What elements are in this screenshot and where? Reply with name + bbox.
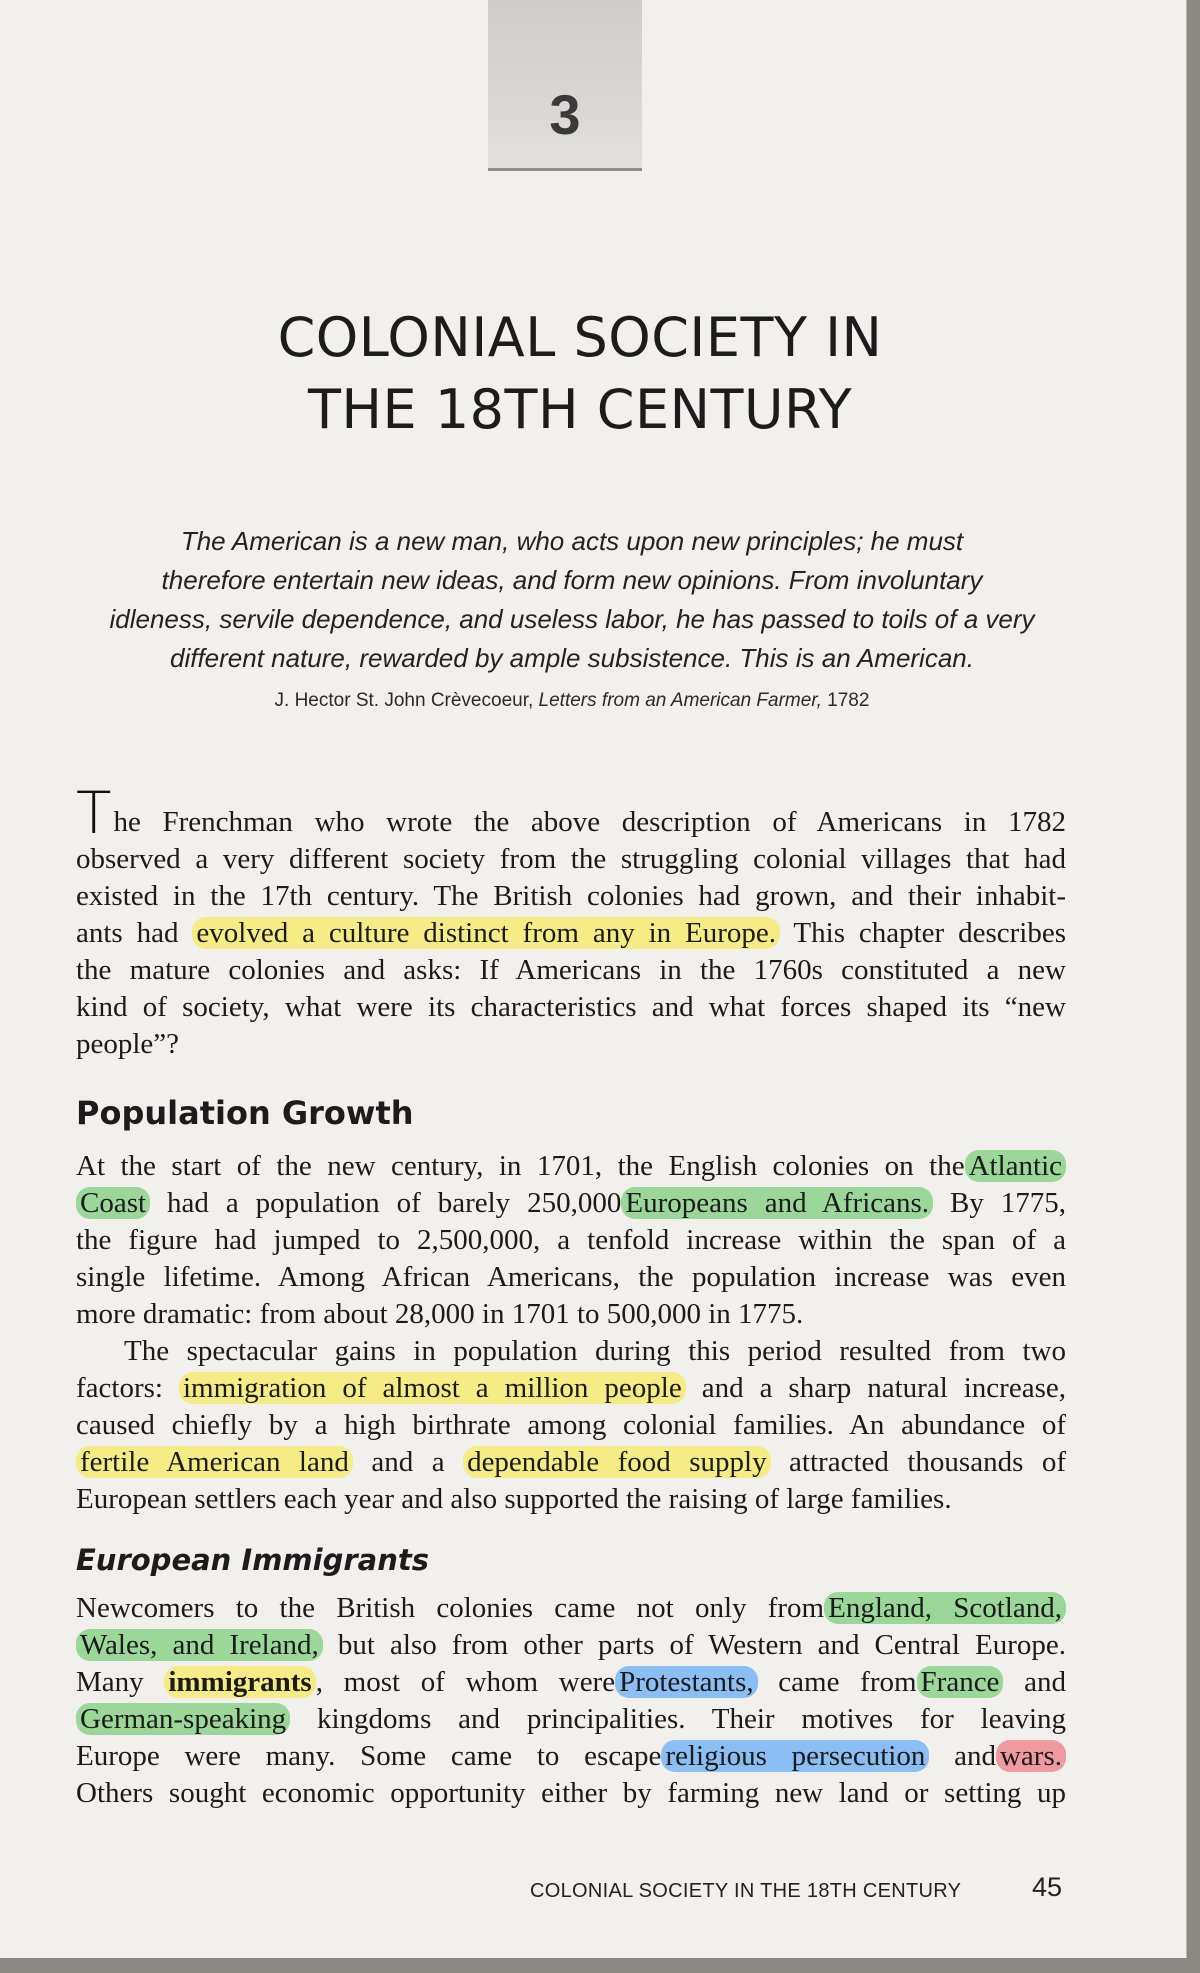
running-footer-title: COLONIAL SOCIETY IN THE 18TH CENTURY xyxy=(530,1880,962,1902)
body-text: kingdoms and principalities. Their motives for leaving xyxy=(290,1703,1066,1735)
attribution-year: 1782 xyxy=(827,690,870,711)
highlight-yellow-bold: immigrants xyxy=(164,1666,315,1698)
epigraph-line: different nature, rewarded by ample subsistence. This is an American. xyxy=(170,643,974,673)
intro-line: the mature colonies and asks: If Americans in the 1760s constituted a new xyxy=(76,954,1066,986)
body-text: but also from other parts of Western and Central Europe. xyxy=(322,1629,1066,1661)
body-line: European settlers each year and also supported the raising of large families. xyxy=(76,1483,952,1515)
highlight-blue: Protestants, xyxy=(615,1666,758,1698)
body-line: caused chiefly by a high birthrate among colonial families. An abundance of xyxy=(76,1409,1066,1441)
intro-text: This chapter describes xyxy=(780,917,1067,949)
highlight-green: Europeans and Africans. xyxy=(621,1187,933,1219)
epigraph-quote xyxy=(82,522,1062,678)
highlight-yellow: immigration of almost a million people xyxy=(179,1372,686,1404)
body-text: By 1775, xyxy=(933,1187,1067,1219)
highlight-green: German-speaking xyxy=(76,1703,290,1735)
chapter-title-line-2: THE 18TH CENTURY xyxy=(307,378,853,441)
highlight-blue: religious persecution xyxy=(661,1740,929,1772)
immigrants-paragraph xyxy=(76,1590,1066,1812)
body-text: and a sharp natural increase, xyxy=(685,1372,1066,1404)
highlight-red: wars. xyxy=(996,1740,1066,1772)
highlight-yellow: dependable food supply xyxy=(463,1446,771,1478)
section-heading-population-growth: Population Growth xyxy=(76,1094,414,1132)
intro-line: he Frenchman who wrote the above description of Americans in 1782 xyxy=(113,806,1066,838)
intro-line: kind of society, what were its characteristics and what forces shaped its “new xyxy=(76,991,1066,1023)
intro-line: existed in the 17th century. The British colonies had grown, and their inhabit- xyxy=(76,880,1066,912)
body-text: and a xyxy=(352,1446,464,1478)
body-line: The spectacular gains in population during this period resulted from two xyxy=(124,1335,1066,1367)
body-line: single lifetime. Among African Americans, the population increase was even xyxy=(76,1261,1066,1293)
body-text: attracted thousands of xyxy=(770,1446,1066,1478)
intro-paragraph xyxy=(76,779,1067,1063)
body-text: , most of whom were xyxy=(315,1666,616,1698)
intro-text: ants had xyxy=(76,917,193,949)
page-number: 45 xyxy=(1032,1872,1063,1902)
body-text: Europe were many. Some came to escape xyxy=(76,1740,662,1772)
epigraph-line: therefore entertain new ideas, and form new opinions. From involuntary xyxy=(161,565,983,595)
attribution-author: J. Hector St. John Crèvecoeur, xyxy=(274,690,534,711)
intro-line: people”? xyxy=(76,1028,180,1060)
highlight-green: England, Scotland, xyxy=(824,1592,1066,1624)
drop-cap: T xyxy=(76,779,112,847)
section-heading-european-immigrants: European Immigrants xyxy=(76,1543,429,1577)
body-text: Many xyxy=(76,1666,165,1698)
body-line: more dramatic: from about 28,000 in 1701 to 500,000 in 1775. xyxy=(76,1298,804,1330)
highlight-yellow: fertile American land xyxy=(76,1446,353,1478)
intro-line: observed a very different society from the struggling colonial villages that had xyxy=(76,843,1066,875)
chapter-title xyxy=(200,302,960,446)
population-paragraph-2 xyxy=(76,1333,1066,1518)
body-line: Others sought economic opportunity either by farming new land or setting up xyxy=(76,1777,1066,1809)
epigraph-line: The American is a new man, who acts upon new principles; he must xyxy=(180,526,964,556)
attribution-work: Letters from an American Farmer, xyxy=(538,690,822,711)
body-text: At the start of the new century, in 1701, the English colonies on the xyxy=(76,1150,965,1182)
highlight-green: France xyxy=(917,1666,1004,1698)
highlight-green: Coast xyxy=(76,1187,150,1219)
body-text: factors: xyxy=(76,1372,179,1404)
body-text: and xyxy=(929,1740,996,1772)
body-text: Newcomers to the British colonies came not only from xyxy=(76,1592,825,1624)
chapter-number: 3 xyxy=(549,83,581,146)
body-text: had a population of barely 250,000 xyxy=(150,1187,622,1219)
highlight-green: Atlantic xyxy=(965,1150,1066,1182)
body-text: came from xyxy=(757,1666,917,1698)
highlight-green: Wales, and Ireland, xyxy=(76,1629,323,1661)
body-text: and xyxy=(1003,1666,1066,1698)
body-line: the figure had jumped to 2,500,000, a tenfold increase within the span of a xyxy=(76,1224,1066,1256)
population-paragraph-1 xyxy=(76,1148,1066,1333)
epigraph-attribution xyxy=(82,690,1062,712)
chapter-title-line-1: COLONIAL SOCIETY IN xyxy=(277,306,883,369)
chapter-tab xyxy=(488,0,642,171)
highlight-yellow: evolved a culture distinct from any in Europe. xyxy=(192,917,780,949)
epigraph-line: idleness, servile dependence, and useless labor, he has passed to toils of a very xyxy=(109,604,1035,634)
